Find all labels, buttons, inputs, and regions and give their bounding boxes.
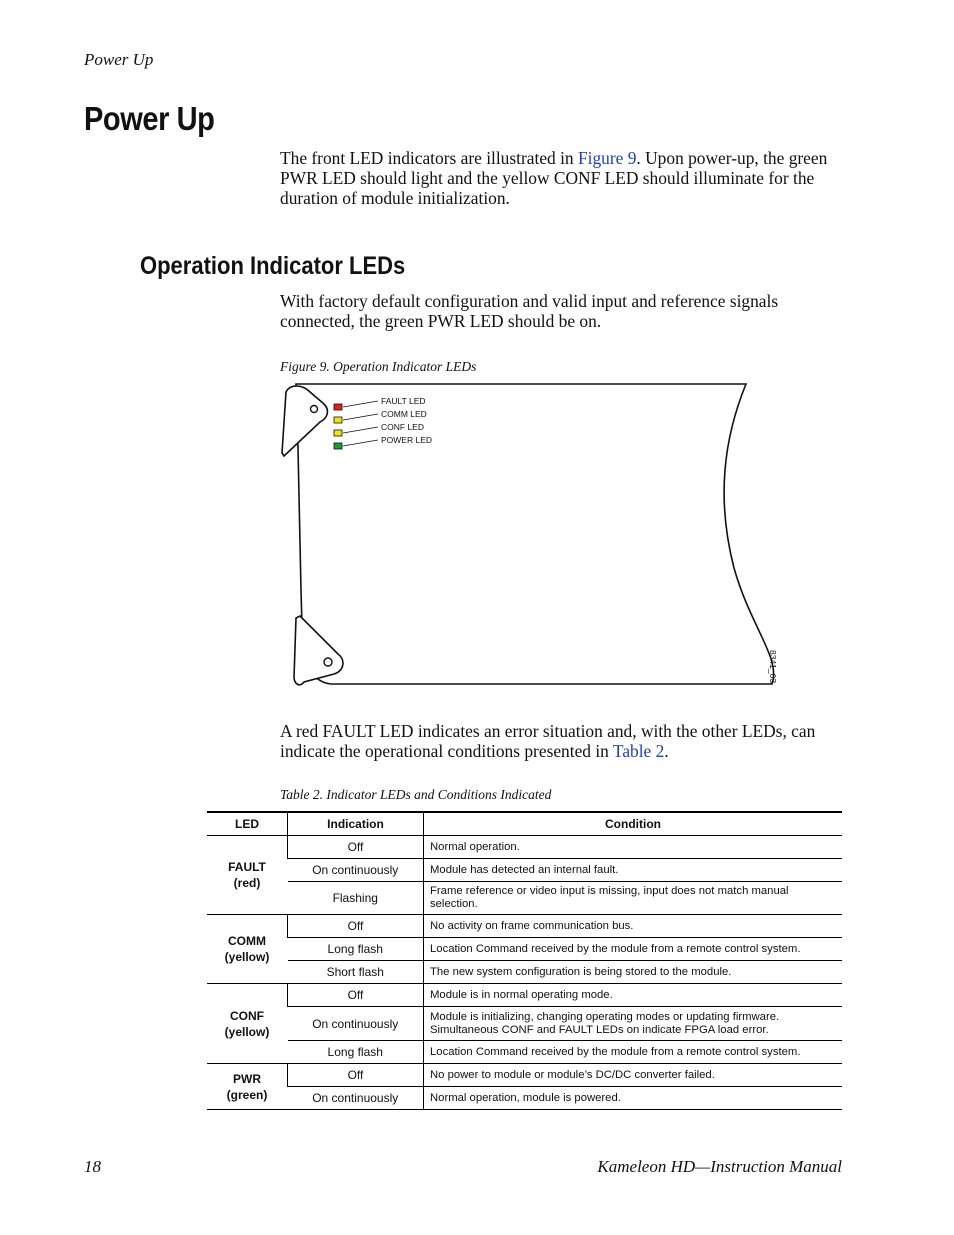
led-name-cell	[207, 836, 288, 915]
condition-cell: Module has detected an internal fault.	[424, 859, 843, 882]
led-name-cell	[207, 1064, 288, 1110]
led-color: (green)	[226, 1087, 268, 1102]
led-leader-line	[343, 414, 378, 420]
running-head: Power Up	[84, 50, 154, 69]
condition-cell: Location Command received by the module from a remote control system.	[424, 938, 843, 961]
indication-cell: On continuously	[288, 859, 424, 882]
intro-text-start: The front LED indicators are illustrated in	[280, 148, 578, 168]
table-row	[207, 882, 842, 915]
header-led: LED	[207, 812, 288, 836]
table-header-row	[207, 812, 842, 836]
figure-9-link[interactable]: Figure 9	[577, 148, 637, 168]
condition-cell: Normal operation, module is powered.	[424, 1087, 843, 1110]
indication-cell: Long flash	[288, 938, 424, 961]
indication-cell: Off	[288, 984, 424, 1007]
table-row	[207, 1007, 842, 1041]
condition-cell: Frame reference or video input is missing, input does not match manual selection.	[424, 882, 843, 915]
intro-paragraph	[280, 148, 850, 208]
table-row	[207, 938, 842, 961]
indication-cell: On continuously	[288, 1007, 424, 1041]
part-number: 8341_03	[768, 650, 778, 684]
led-name: CONF	[230, 1008, 264, 1023]
led-label: FAULT LED	[381, 396, 426, 406]
led-leader-line	[343, 440, 378, 446]
led-label: COMM LED	[381, 409, 427, 419]
section-title: Operation Indicator LEDs	[140, 252, 406, 280]
table-row	[207, 1041, 842, 1064]
indication-cell: On continuously	[288, 1087, 424, 1110]
section-paragraph: With factory default configuration and valid input and reference signals connected, the green PWR LED should be on.	[280, 291, 779, 331]
manual-title: Kameleon HD—Instruction Manual	[597, 1157, 842, 1176]
indication-cell: Off	[288, 836, 424, 859]
indication-cell: Off	[288, 915, 424, 938]
figure-caption: Figure 9. Operation Indicator LEDs	[280, 359, 477, 374]
led-indicator	[334, 404, 342, 410]
condition-cell: No power to module or module’s DC/DC converter failed.	[424, 1064, 843, 1087]
header-indication: Indication	[288, 812, 424, 836]
condition-cell: No activity on frame communication bus.	[424, 915, 843, 938]
table-row	[207, 859, 842, 882]
led-color: (yellow)	[224, 1024, 270, 1039]
table-row	[207, 836, 842, 859]
table-row	[207, 915, 842, 938]
condition-cell: Module is in normal operating mode.	[424, 984, 843, 1007]
table-row	[207, 984, 842, 1007]
fault-text-end: .	[664, 741, 669, 761]
led-leader-line	[343, 401, 378, 407]
indication-cell: Flashing	[288, 882, 424, 915]
indication-cell: Short flash	[288, 961, 424, 984]
led-name-cell	[207, 915, 288, 984]
led-color: (yellow)	[224, 950, 270, 964]
indication-cell: Long flash	[288, 1041, 424, 1064]
led-name: COMM	[228, 934, 266, 948]
indication-cell: Off	[288, 1064, 424, 1087]
table-caption: Table 2. Indicator LEDs and Conditions Indicated	[280, 787, 552, 802]
led-label: POWER LED	[381, 435, 433, 445]
intro-text-end: . Upon power-up, the green PWR LED should light and the yellow CONF LED should illuminate for the duration of module initialization.	[280, 148, 828, 208]
led-name-cell	[207, 984, 288, 1064]
table-2-link[interactable]: Table 2	[612, 741, 665, 761]
led-figure	[276, 378, 786, 696]
led-color: (red)	[233, 876, 261, 890]
indicator-table	[207, 811, 842, 1110]
fault-text-start: A red FAULT LED indicates an error situation and, with the other LEDs, can indicate the operational conditions presented in	[280, 721, 816, 761]
led-name: PWR	[233, 1071, 261, 1086]
led-label: CONF LED	[381, 422, 424, 432]
table-row	[207, 961, 842, 984]
bottom-ejector-handle	[294, 616, 343, 685]
top-ejector-handle	[282, 386, 327, 456]
led-leader-line	[343, 427, 378, 433]
page-number: 18	[84, 1157, 101, 1176]
condition-cell: Normal operation.	[424, 836, 843, 859]
condition-cell: Module is initializing, changing operating modes or updating firmware. Simultaneous CONF and FAULT LEDs on indicate FPGA load error.	[424, 1007, 843, 1041]
table-row	[207, 1087, 842, 1110]
page-title: Power Up	[84, 100, 215, 137]
led-indicator	[334, 443, 342, 449]
condition-cell: Location Command received by the module from a remote control system.	[424, 1041, 843, 1064]
led-indicator	[334, 417, 342, 423]
table-row	[207, 1064, 842, 1087]
led-name: FAULT	[228, 860, 266, 874]
header-condition: Condition	[424, 812, 843, 836]
fault-paragraph	[280, 721, 850, 761]
condition-cell: The new system configuration is being stored to the module.	[424, 961, 843, 984]
led-indicator	[334, 430, 342, 436]
